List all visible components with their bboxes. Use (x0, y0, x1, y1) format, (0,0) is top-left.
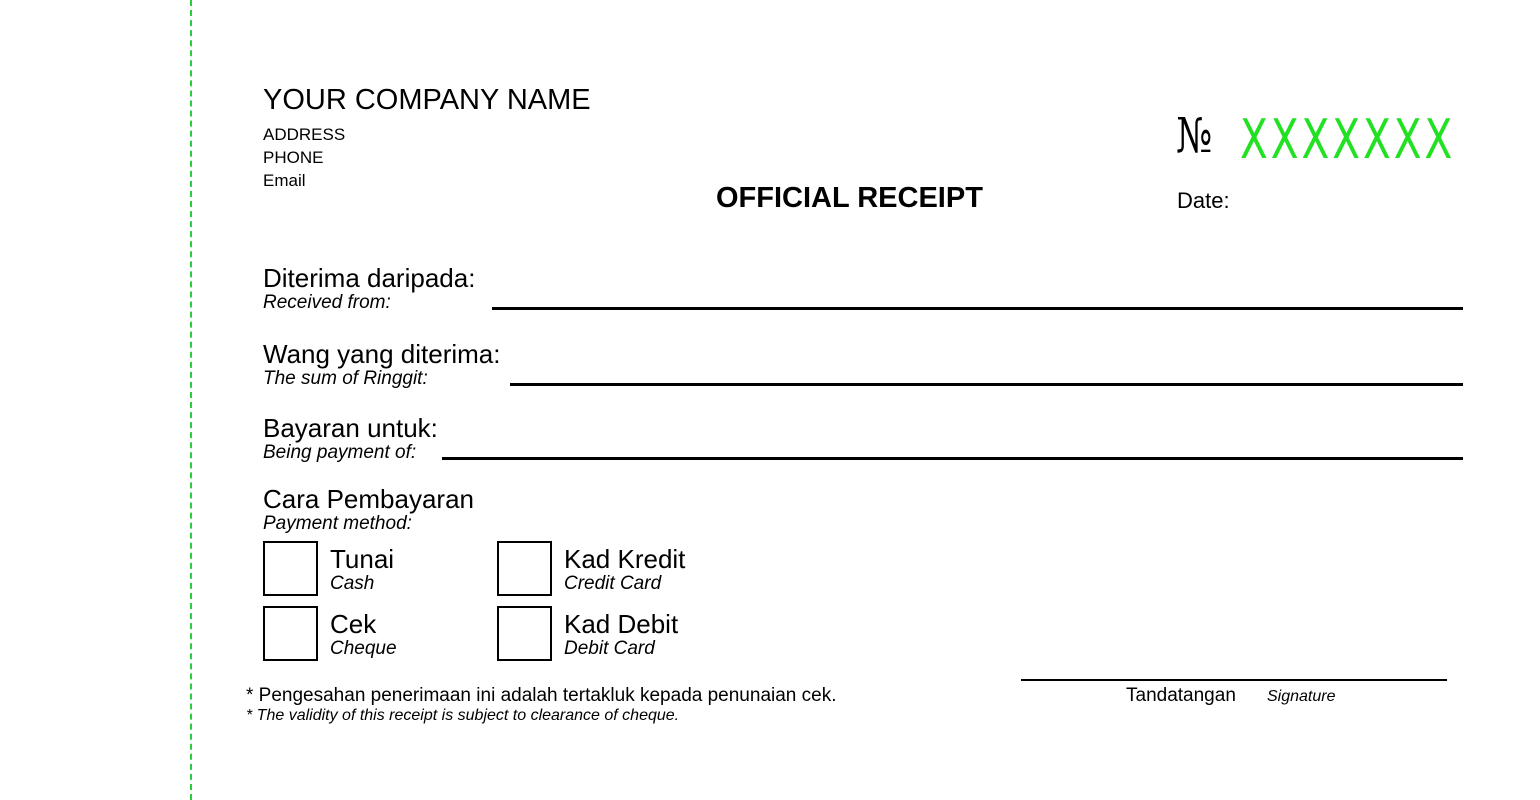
debit-card-checkbox[interactable] (497, 606, 552, 661)
receipt-number: XXXXXXX (1240, 108, 1456, 171)
payment-for-field[interactable] (442, 457, 1463, 460)
sum-label: Wang yang diterima: (263, 339, 501, 369)
payment-method-sublabel: Payment method: (263, 513, 412, 534)
date-label: Date: (1177, 188, 1230, 213)
cheque-sublabel: Cheque (330, 638, 397, 659)
cheque-checkbox[interactable] (263, 606, 318, 661)
company-address: ADDRESS (263, 125, 346, 144)
signature-sublabel: Signature (1267, 688, 1336, 705)
perforation-line (190, 0, 192, 800)
cash-checkbox[interactable] (263, 541, 318, 596)
company-phone: PHONE (263, 148, 324, 167)
cheque-note: * Pengesahan penerimaan ini adalah tertakluk kepada penunaian cek. (246, 685, 837, 706)
number-sign-icon: № (1176, 108, 1211, 164)
payment-for-sublabel: Being payment of: (263, 442, 417, 463)
company-email: Email (263, 171, 306, 190)
company-name: YOUR COMPANY NAME (263, 84, 591, 116)
received-from-label: Diterima daripada: (263, 263, 476, 293)
cheque-note-english: * The validity of this receipt is subject to clearance of cheque. (246, 707, 680, 724)
sum-sublabel: The sum of Ringgit: (263, 368, 428, 389)
signature-label: Tandatangan (1126, 685, 1236, 706)
sum-field[interactable] (510, 383, 1463, 386)
signature-line[interactable] (1021, 679, 1447, 681)
cheque-label: Cek (330, 609, 377, 639)
credit-card-sublabel: Credit Card (564, 573, 662, 594)
debit-card-label: Kad Debit (564, 609, 679, 639)
payment-for-label: Bayaran untuk: (263, 413, 438, 443)
received-from-field[interactable] (492, 307, 1463, 310)
credit-card-checkbox[interactable] (497, 541, 552, 596)
cash-sublabel: Cash (330, 573, 375, 594)
receipt-title: OFFICIAL RECEIPT (716, 182, 983, 214)
credit-card-label: Kad Kredit (564, 544, 686, 574)
payment-method-label: Cara Pembayaran (263, 484, 474, 514)
cash-label: Tunai (330, 544, 395, 574)
received-from-sublabel: Received from: (263, 292, 391, 313)
debit-card-sublabel: Debit Card (564, 638, 655, 659)
